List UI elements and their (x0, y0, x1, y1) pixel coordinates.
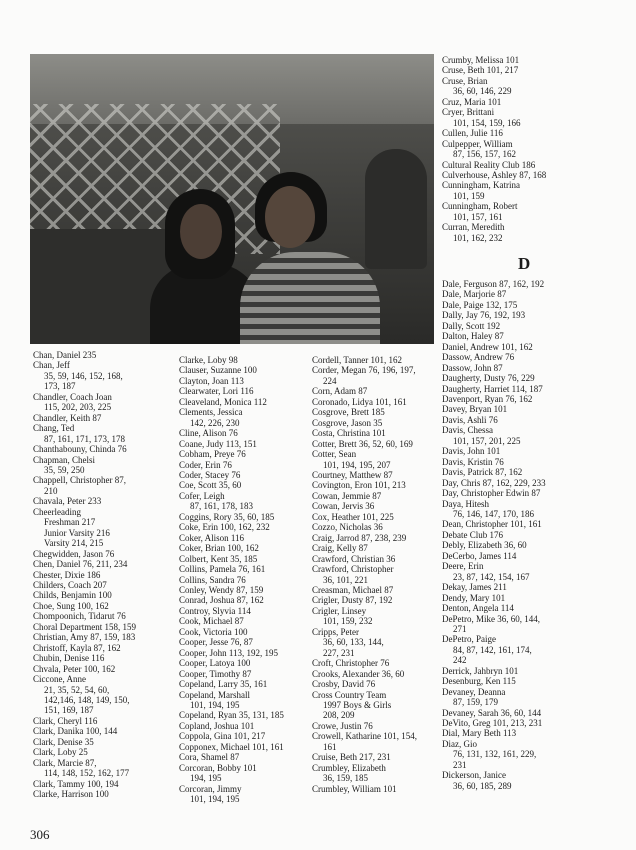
index-entry: 21, 35, 52, 54, 60, (44, 684, 110, 695)
index-entry: 115, 202, 203, 225 (44, 402, 112, 413)
index-entry: Coker, Brian 100, 162 (179, 543, 259, 554)
index-entry: 194, 195 (190, 773, 222, 784)
index-entry: 84, 87, 142, 161, 174, (453, 644, 532, 655)
index-entry: Copponex, Michael 101, 161 (179, 741, 284, 752)
index-entry: DeVito, Greg 101, 213, 231 (442, 718, 543, 729)
index-entry: Cleaveland, Monica 112 (179, 396, 267, 407)
index-entry: 87, 161, 171, 173, 178 (44, 433, 125, 444)
index-entry: 224 (323, 375, 337, 386)
index-entry: Christoff, Kayla 87, 162 (33, 642, 121, 653)
index-entry: 35, 59, 146, 152, 168, (44, 370, 123, 381)
index-entry: Chen, Daniel 76, 211, 234 (33, 559, 128, 570)
index-entry: 101, 194, 195 (190, 794, 240, 805)
index-entry: 161 (323, 741, 337, 752)
index-entry: Coke, Erin 100, 162, 232 (179, 522, 270, 533)
index-entry: Crowe, Justin 76 (312, 720, 373, 731)
index-entry: Chompoonich, Tidarut 76 (33, 611, 126, 622)
index-entry: Chvala, Peter 100, 162 (33, 663, 116, 674)
index-entry: Cunningham, Katrina (442, 180, 520, 191)
index-entry: 36, 60, 185, 289 (453, 780, 512, 791)
index-entry: Copland, Joshua 101 (179, 720, 255, 731)
index-entry: 142,146, 148, 149, 150, (44, 694, 130, 705)
index-entry: Cripps, Peter (312, 626, 359, 637)
index-entry: Dickerson, Janice (442, 770, 506, 781)
index-entry: Chegwidden, Jason 76 (33, 548, 115, 559)
index-entry: Cowan, Jervis 36 (312, 501, 375, 512)
index-entry: Davis, John 101 (442, 446, 501, 457)
index-entry: Dale, Marjorie 87 (442, 289, 507, 300)
index-entry: Coppola, Gina 101, 217 (179, 731, 266, 742)
index-entry: Cox, Heather 101, 225 (312, 511, 394, 522)
index-entry: Chandler, Coach Joan (33, 391, 112, 402)
index-entry: Coker, Alison 116 (179, 532, 245, 543)
index-entry: Davis, Patrick 87, 162 (442, 467, 523, 478)
index-entry: Conrad, Joshua 87, 162 (179, 595, 264, 606)
index-entry: Crosby, David 76 (312, 679, 376, 690)
index-entry: Devaney, Sarah 36, 60, 144 (442, 707, 542, 718)
index-entry: Davis, Ashli 76 (442, 414, 498, 425)
index-entry: Clark, Denise 35 (33, 736, 94, 747)
photo-student-right (230, 172, 380, 344)
index-entry: Dekay, James 211 (442, 582, 507, 593)
index-entry: Cook, Victoria 100 (179, 626, 248, 637)
index-entry: Cunningham, Robert (442, 201, 518, 212)
index-entry: Devaney, Deanna (442, 686, 506, 697)
index-entry: Childs, Benjamin 100 (33, 590, 112, 601)
index-entry: DePetro, Paige (442, 634, 496, 645)
index-entry: Varsity 214, 215 (44, 538, 104, 549)
index-entry: Cora, Shamel 87 (179, 752, 240, 763)
index-entry: Cowan, Jemmie 87 (312, 490, 382, 501)
index-entry: Dally, Jay 76, 192, 193 (442, 310, 526, 321)
index-entry: Chandler, Keith 87 (33, 412, 102, 423)
index-entry: Coane, Judy 113, 151 (179, 438, 257, 449)
index-entry: Coggins, Rory 35, 60, 185 (179, 511, 275, 522)
index-entry: 101, 194, 195, 207 (323, 459, 391, 470)
index-entry: Choral Department 158, 159 (33, 621, 136, 632)
index-entry: 36, 101, 221 (323, 574, 368, 585)
index-entry: Clark, Tammy 100, 194 (33, 778, 119, 789)
index-entry: Cosgrove, Brett 185 (312, 407, 385, 418)
section-letter-heading: D (518, 254, 531, 273)
index-entry: Daniel, Andrew 101, 162 (442, 341, 533, 352)
index-entry: Corn, Adam 87 (312, 386, 368, 397)
index-entry: Cullen, Julie 116 (442, 128, 503, 139)
index-entry: Chan, Daniel 235 (33, 350, 97, 360)
index-entry: 101, 194, 195 (190, 699, 240, 710)
index-entry: Coder, Erin 76 (179, 459, 232, 470)
index-entry: 101, 162, 232 (453, 232, 503, 243)
index-entry: Courtney, Matthew 87 (312, 469, 393, 480)
index-entry: Crumby, Melissa 101 (442, 55, 520, 65)
index-entry: Ciccone, Anne (33, 674, 86, 685)
index-entry: Cline, Alison 76 (179, 428, 238, 439)
index-entry: Costa, Christina 101 (312, 428, 386, 439)
index-entry: Copeland, Ryan 35, 131, 185 (179, 710, 284, 721)
index-entry: Junior Varsity 216 (44, 527, 110, 538)
index-entry: 227, 231 (323, 647, 355, 658)
index-entry: Cosgrove, Jason 35 (312, 417, 383, 428)
index-entry: Clark, Danika 100, 144 (33, 726, 118, 737)
index-entry: Day, Chris 87, 162, 229, 233 (442, 477, 546, 488)
index-entry: Chanthabouny, Chinda 76 (33, 444, 127, 455)
index-entry: DeCerbo, James 114 (442, 550, 517, 561)
index-entry: Cryer, Brittani (442, 107, 495, 118)
index-entry: 151, 169, 187 (44, 705, 94, 716)
index-entry: Creasman, Michael 87 (312, 584, 394, 595)
index-entry: Culverhouse, Ashley 87, 168 (442, 169, 547, 180)
index-entry: 114, 148, 152, 162, 177 (44, 768, 130, 779)
index-entry: Clark, Loby 25 (33, 747, 88, 758)
index-entry: 101, 154, 159, 166 (453, 117, 521, 128)
index-entry: Cofer, Leigh (179, 490, 225, 501)
index-entry: Cultural Reality Club 186 (442, 159, 536, 170)
index-entry: Cruise, Beth 217, 231 (312, 752, 391, 763)
index-entry: Freshman 217 (44, 517, 96, 528)
index-entry: Corcoran, Jimmy (179, 783, 242, 794)
index-entry: Cheerleading (33, 506, 81, 517)
index-entry: Copeland, Larry 35, 161 (179, 679, 268, 690)
index-entry: Cruse, Brian (442, 75, 488, 86)
index-entry: Crigler, Dusty 87, 192 (312, 595, 393, 606)
index-entry: Cooper, John 113, 192, 195 (179, 647, 279, 658)
index-entry: Cozzo, Nicholas 36 (312, 522, 383, 533)
index-entry: Crumbley, William 101 (312, 783, 397, 794)
index-entry: Debate Club 176 (442, 529, 503, 540)
index-entry: Conley, Wendy 87, 159 (179, 584, 264, 595)
index-entry: 242 (453, 655, 467, 666)
index-entry: Diaz, Gio (442, 738, 477, 749)
index-entry: Culpepper, William (442, 138, 513, 149)
index-entry: Chan, Jeff (33, 360, 70, 371)
index-entry: Dial, Mary Beth 113 (442, 728, 517, 739)
index-entry: Coronado, Lidya 101, 161 (312, 396, 407, 407)
index-entry: Colbert, Kent 35, 185 (179, 553, 258, 564)
yearbook-photo (30, 54, 434, 344)
index-entry: 208, 209 (323, 710, 355, 721)
index-entry: Croft, Christopher 76 (312, 658, 390, 669)
index-entry: 36, 60, 133, 144, (323, 637, 384, 648)
index-entry: Coe, Scott 35, 60 (179, 480, 242, 491)
index-entry: Chester, Dixie 186 (33, 569, 101, 580)
index-entry: Covington, Eron 101, 213 (312, 480, 406, 491)
index-entry: Chavala, Peter 233 (33, 496, 102, 507)
index-entry: 231 (453, 759, 467, 770)
index-entry: 101, 159 (453, 190, 485, 201)
index-entry: Day, Christopher Edwin 87 (442, 488, 541, 499)
index-entry: Cooper, Latoya 100 (179, 658, 251, 669)
index-entry: Chappell, Christopher 87, (33, 475, 126, 486)
index-entry: Cruz, Maria 101 (442, 96, 502, 107)
index-entry: Craig, Jarrod 87, 238, 239 (312, 532, 407, 543)
index-entry: Clark, Cheryl 116 (33, 715, 98, 726)
index-column-2 (179, 355, 284, 804)
index-entry: Cobham, Preye 76 (179, 449, 246, 460)
index-entry: Clements, Jessica (179, 407, 243, 418)
index-column-4-bottom (442, 279, 546, 791)
index-entry: Debly, Elizabeth 36, 60 (442, 540, 527, 551)
index-entry: Cordell, Tanner 101, 162 (312, 355, 402, 365)
index-column-1 (33, 350, 136, 799)
index-entry: Crooks, Alexander 36, 60 (312, 668, 405, 679)
index-entry: Collins, Pamela 76, 161 (179, 564, 266, 575)
index-entry: Dally, Scott 192 (442, 320, 501, 331)
index-entry: Desenburg, Ken 115 (442, 676, 516, 687)
index-entry: Dean, Christopher 101, 161 (442, 519, 542, 530)
index-entry: Clarke, Harrison 100 (33, 789, 109, 800)
index-entry: Cooper, Jesse 76, 87 (179, 637, 253, 648)
index-entry: Dale, Ferguson 87, 162, 192 (442, 279, 545, 289)
index-entry: Cross Country Team (312, 689, 387, 700)
index-entry: Craig, Kelly 87 (312, 543, 368, 554)
index-entry: Cook, Michael 87 (179, 616, 244, 627)
index-entry: Copeland, Marshall (179, 689, 250, 700)
index-entry: 36, 60, 146, 229 (453, 86, 512, 97)
index-entry: 142, 226, 230 (190, 417, 240, 428)
index-entry: 87, 156, 157, 162 (453, 149, 516, 160)
index-entry: Cotter, Sean (312, 449, 357, 460)
index-entry: 36, 159, 185 (323, 773, 368, 784)
index-entry: Controy, Slyvia 114 (179, 605, 251, 616)
index-entry: Chang, Ted (33, 423, 75, 434)
index-entry: Chapman, Chelsi (33, 454, 95, 465)
index-entry: DePetro, Mike 36, 60, 144, (442, 613, 540, 624)
index-entry: Daugherty, Harriet 114, 187 (442, 383, 543, 394)
index-entry: Deere, Erin (442, 561, 484, 572)
index-entry: Chubin, Denise 116 (33, 653, 105, 664)
index-entry: 87, 161, 178, 183 (190, 501, 253, 512)
index-entry: Dale, Paige 132, 175 (442, 299, 518, 310)
index-entry: Denton, Angela 114 (442, 603, 514, 614)
index-entry: Crowell, Katharine 101, 154, (312, 731, 417, 742)
index-entry: 101, 157, 161 (453, 211, 503, 222)
index-entry: Childers, Coach 207 (33, 579, 107, 590)
page-number: 306 (30, 827, 50, 842)
index-entry: Corcoran, Bobby 101 (179, 762, 257, 773)
index-entry: Derrick, Jahbryn 101 (442, 665, 519, 676)
index-entry: Corder, Megan 76, 196, 197, (312, 365, 416, 376)
index-entry: Davey, Bryan 101 (442, 404, 508, 415)
index-entry: 101, 157, 201, 225 (453, 435, 521, 446)
index-entry: Dalton, Haley 87 (442, 331, 504, 342)
index-entry: 76, 146, 147, 170, 186 (453, 508, 534, 519)
index-column-4-top (442, 55, 546, 243)
index-entry: 101, 159, 232 (323, 616, 373, 627)
index-entry: Crumbley, Elizabeth (312, 762, 386, 773)
index-entry: Clauser, Suzanne 100 (179, 365, 257, 376)
index-entry: Collins, Sandra 76 (179, 574, 246, 585)
index-entry: Cotter, Brett 36, 52, 60, 169 (312, 438, 413, 449)
index-entry: Choe, Sung 100, 162 (33, 600, 109, 611)
index-entry: Cooper, Timothy 87 (179, 668, 252, 679)
index-entry: Davenport, Ryan 76, 162 (442, 393, 533, 404)
index-entry: Christian, Amy 87, 159, 183 (33, 632, 136, 643)
index-entry: Crawford, Christopher (312, 564, 394, 575)
index-entry: 210 (44, 485, 58, 496)
index-entry: 76, 131, 132, 161, 229, (453, 749, 537, 760)
index-entry: 87, 159, 179 (453, 697, 498, 708)
index-entry: Crawford, Christian 36 (312, 553, 396, 564)
index-entry: Clearwater, Lori 116 (179, 386, 254, 397)
index-entry: Daugherty, Dusty 76, 229 (442, 373, 535, 384)
index-entry: Curran, Meredith (442, 222, 505, 233)
index-entry: Davis, Chessa (442, 425, 493, 436)
index-entry: Dassow, Andrew 76 (442, 352, 515, 363)
index-entry: Coder, Stacey 76 (179, 469, 241, 480)
index-entry: Clayton, Joan 113 (179, 375, 244, 386)
index-entry: Dassow, John 87 (442, 362, 503, 373)
index-entry: 173, 187 (44, 381, 76, 392)
index-entry: Clark, Marcie 87, (33, 757, 97, 768)
index-column-3 (312, 355, 417, 794)
index-entry: 1997 Boys & Girls (323, 699, 392, 710)
index-entry: Dendy, Mary 101 (442, 592, 506, 603)
index-entry: Daya, Hitesh (442, 498, 489, 509)
index-entry: Davis, Kristin 76 (442, 456, 504, 467)
index-entry: Cruse, Beth 101, 217 (442, 65, 519, 76)
index-entry: 271 (453, 623, 467, 634)
index-entry: Crigler, Linsey (312, 605, 367, 616)
index-entry: 35, 59, 250 (44, 464, 85, 475)
index-entry: Clarke, Loby 98 (179, 355, 238, 365)
index-entry: 23, 87, 142, 154, 167 (453, 571, 530, 582)
